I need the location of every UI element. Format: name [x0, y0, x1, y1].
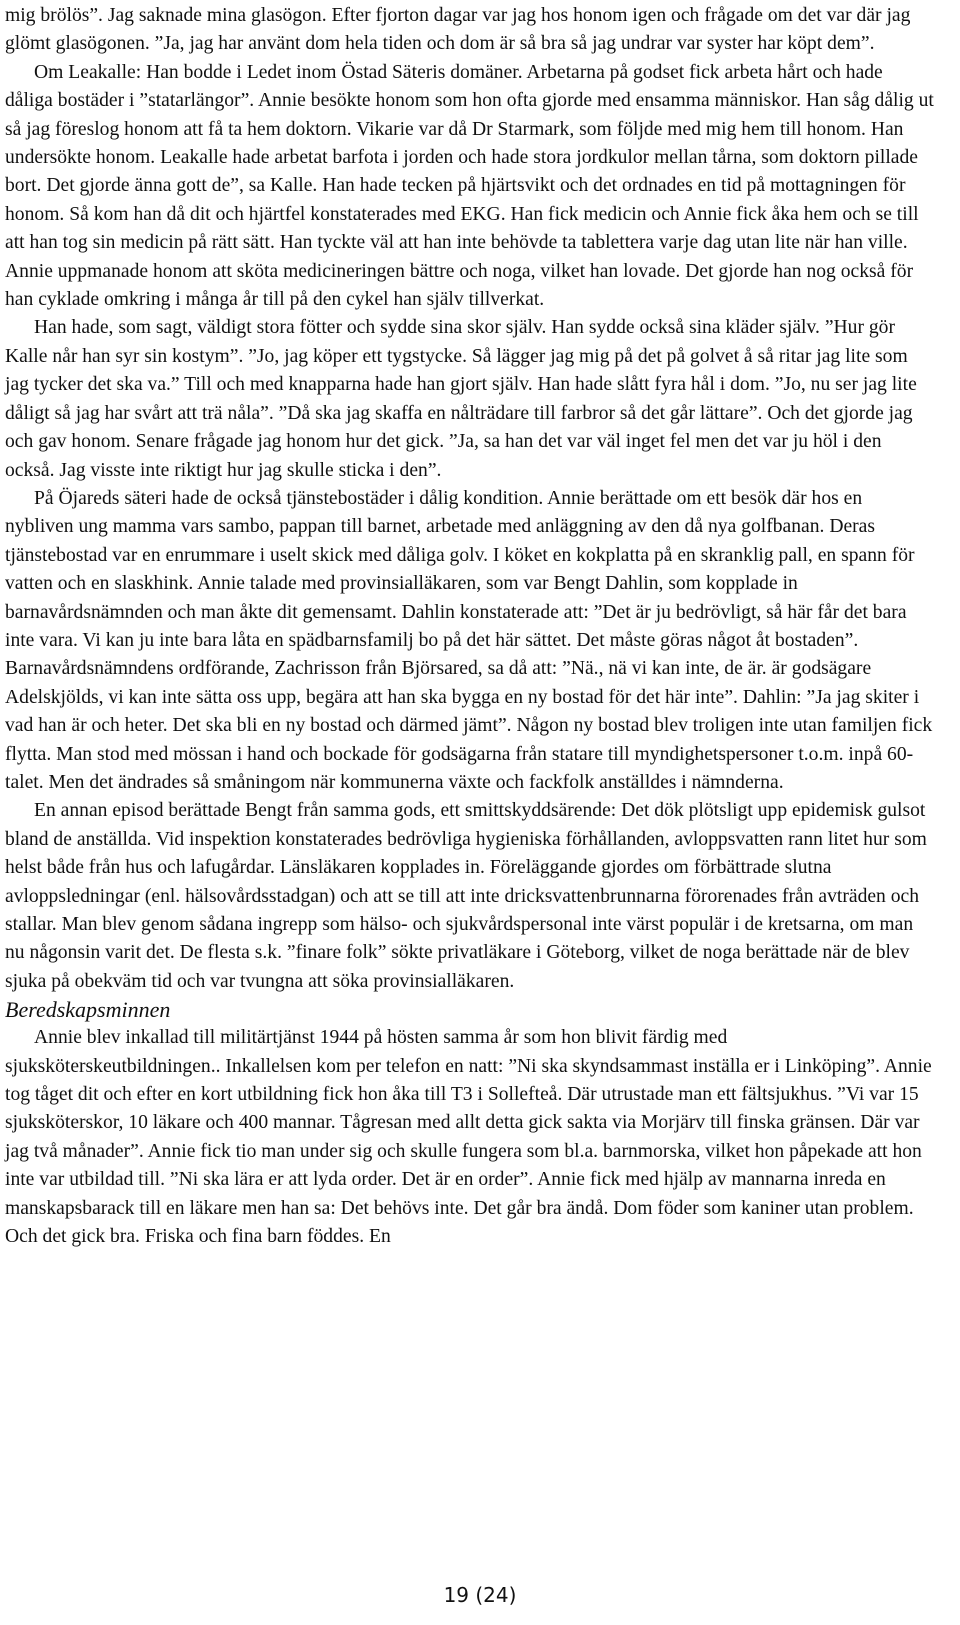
paragraph-continuation: mig brölös”. Jag saknade mina glasögon. Efter fjorton dagar var jag hos honom igen och frågade om det var där jag glömt glasögonen. ”Ja, jag har använt dom hela tiden och dom är så bra så jag undrar var syster har köpt dem”.: [5, 5, 911, 55]
paragraph-epidemic: En annan episod berättade Bengt från samma gods, ett smittskyddsärende: Det dök plötsligt upp epidemisk gulsot bland de anställda. Vid inspektion konstaterades bedrövliga hygieniska förhållanden, avloppsvatten rann litet hur som helst både från hus och lafugårdar. Länsläkaren kopplades in. Föreläggande gjordes om förbättrade slutna avloppsledningar (enl. hälsovårdsstadgan) och att se till att inte dricksvattenbrunnarna förorenades från avträden och stallar. Man blev genom sådana ingrepp som hälso- och sjukvårdspersonal inte värst populär i de kretsarna, om man nu någonsin varit det. De flesta s.k. ”finare folk” sökte privatläkare i Göteborg, vilket de noga berättade när de blev sjuka på obekväm tid och var tvungna att söka provinsialläkaren.: [5, 800, 927, 992]
paragraph-leakalle: Om Leakalle: Han bodde i Ledet inom Östad Säteris domäner. Arbetarna på godset fick arbeta hårt och hade dåliga bostäder i ”statarlängor”. Annie besökte honom som hon ofta gjorde med ensamma människor. Han såg dålig ut så jag föreslog honom att få ta hem doktorn. Vikarie var då Dr Starmark, som följde med mig hem till honom. Han undersökte honom. Leakalle hade arbetat barfota i jorden och hade stora jordkulor mellan tårna, som doktorn pillade bort. Det gjorde änna gott de”, sa Kalle. Han hade tecken på hjärtsvikt och det ordnades en tid på mottagningen för honom. Så kom han då dit och hjärtfel konstaterades med EKG. Han fick medicin och Annie fick åka hem och se till att han tog sin medicin på rätt sätt. Han tyckte väl att han inte behövde ta tablettera varje dag utan lite när han ville. Annie uppmanade honom att sköta medicineringen bättre och noga, vilket han lovade. Det gjorde han nog också för han cyklade omkring i många år till på den cykel han själv tillverkat.: [5, 61, 934, 311]
document-page: [5, 2, 935, 1251]
paragraph-feet-and-clothes: Han hade, som sagt, väldigt stora fötter och sydde sina skor själv. Han sydde också sina kläder själv. ”Hur gör Kalle når han syr sin kostym”. ”Jo, jag köper ett tygstycke. Så lägger jag mig på det på golvet å så ritar jag lite som jag tycker det ska va.” Till och med knapparna hade han gjort själv. Han hade slått fyra hål i dom. ”Jo, nu ser jag lite dåligt så jag har svårt att trä nåla”. ”Då ska jag skaffa en nålträdare till farbror så det går lättare”. Och det gjorde jag och gav honom. Senare frågade jag honom hur det gick. ”Ja, sa han det var väl inget fel men det var ju höl i den också. Jag visste inte riktigt hur jag skulle sticka i den”.: [5, 317, 917, 481]
paragraph-ojared: På Öjareds säteri hade de också tjänstebostäder i dålig kondition. Annie berättade om ett besök där hos en nybliven ung mamma vars sambo, pappan till barnet, arbetade med anläggning av den då nya golfbanan. Deras tjänstebostad var en enrummare i uselt skick med dåliga golv. I köket en kokplatta på en skranklig pall, en spann för vatten och en slaskhink. Annie talade med provinsialläkaren, som var Bengt Dahlin, som kopplade in barnavårdsnämnden och man åkte dit gemensamt. Dahlin konstaterade att: ”Det är ju bedrövligt, så här får det bara inte vara. Vi kan ju inte bara låta en spädbarnsfamilj bo på det här sättet. Det måste göras något åt bostaden”. Barnavårdsnämndens ordförande, Zachrisson från Björsared, sa då att: ”Nä., nä vi kan inte, de är. är godsägare Adelskjölds, vi kan inte sätta oss upp, begära att han ska bygga en ny bostad för det här inte”. Dahlin: ”Ja jag skiter i vad han är och heter. Det ska bli en ny bostad och därmed jämt”. Någon ny bostad blev troligen inte utan familjen fick flytta. Man stod med mössan i hand och bockade för godsägarna från statare till myndighetspersoner t.o.m. inpå 60-talet. Men det ändrades så småningom när kommunerna växte och fackfolk anställdes i nämnderna.: [5, 487, 933, 793]
paragraph-military-service: Annie blev inkallad till militärtjänst 1944 på hösten samma år som hon blivit färdig med sjuksköterskeutbildningen.. Inkallelsen kom per telefon en natt: ”Ni ska skyndsammast inställa er i Linköping”. Annie tog tåget dit och efter en kort utbildning fick hon åka till T3 i Sollefteå. Där utrustade man ett fältsjukhus. ”Vi var 15 sjuksköterskor, 10 läkare och 400 mannar. Tågresan med allt detta gick sakta via Morjärv till finska gränsen. Där var jag två månader”. Annie fick tio man under sig och skulle fungera som bl.a. barnmorska, vilket hon påpekade att hon inte var utbildad till. ”Ni ska lära er att lyda order. Det är en order”. Annie fick med hjälp av mannarna inreda en manskapsbarack till en läkare men han sa: Det behövs inte. Det går bra ändå. Dom föder som kaniner utan problem. Och det gick bra. Friska och fina barn föddes. En: [5, 1027, 932, 1248]
section-heading: Beredskapsminnen: [5, 997, 171, 1023]
page-number: 19 (24): [443, 1583, 517, 1607]
